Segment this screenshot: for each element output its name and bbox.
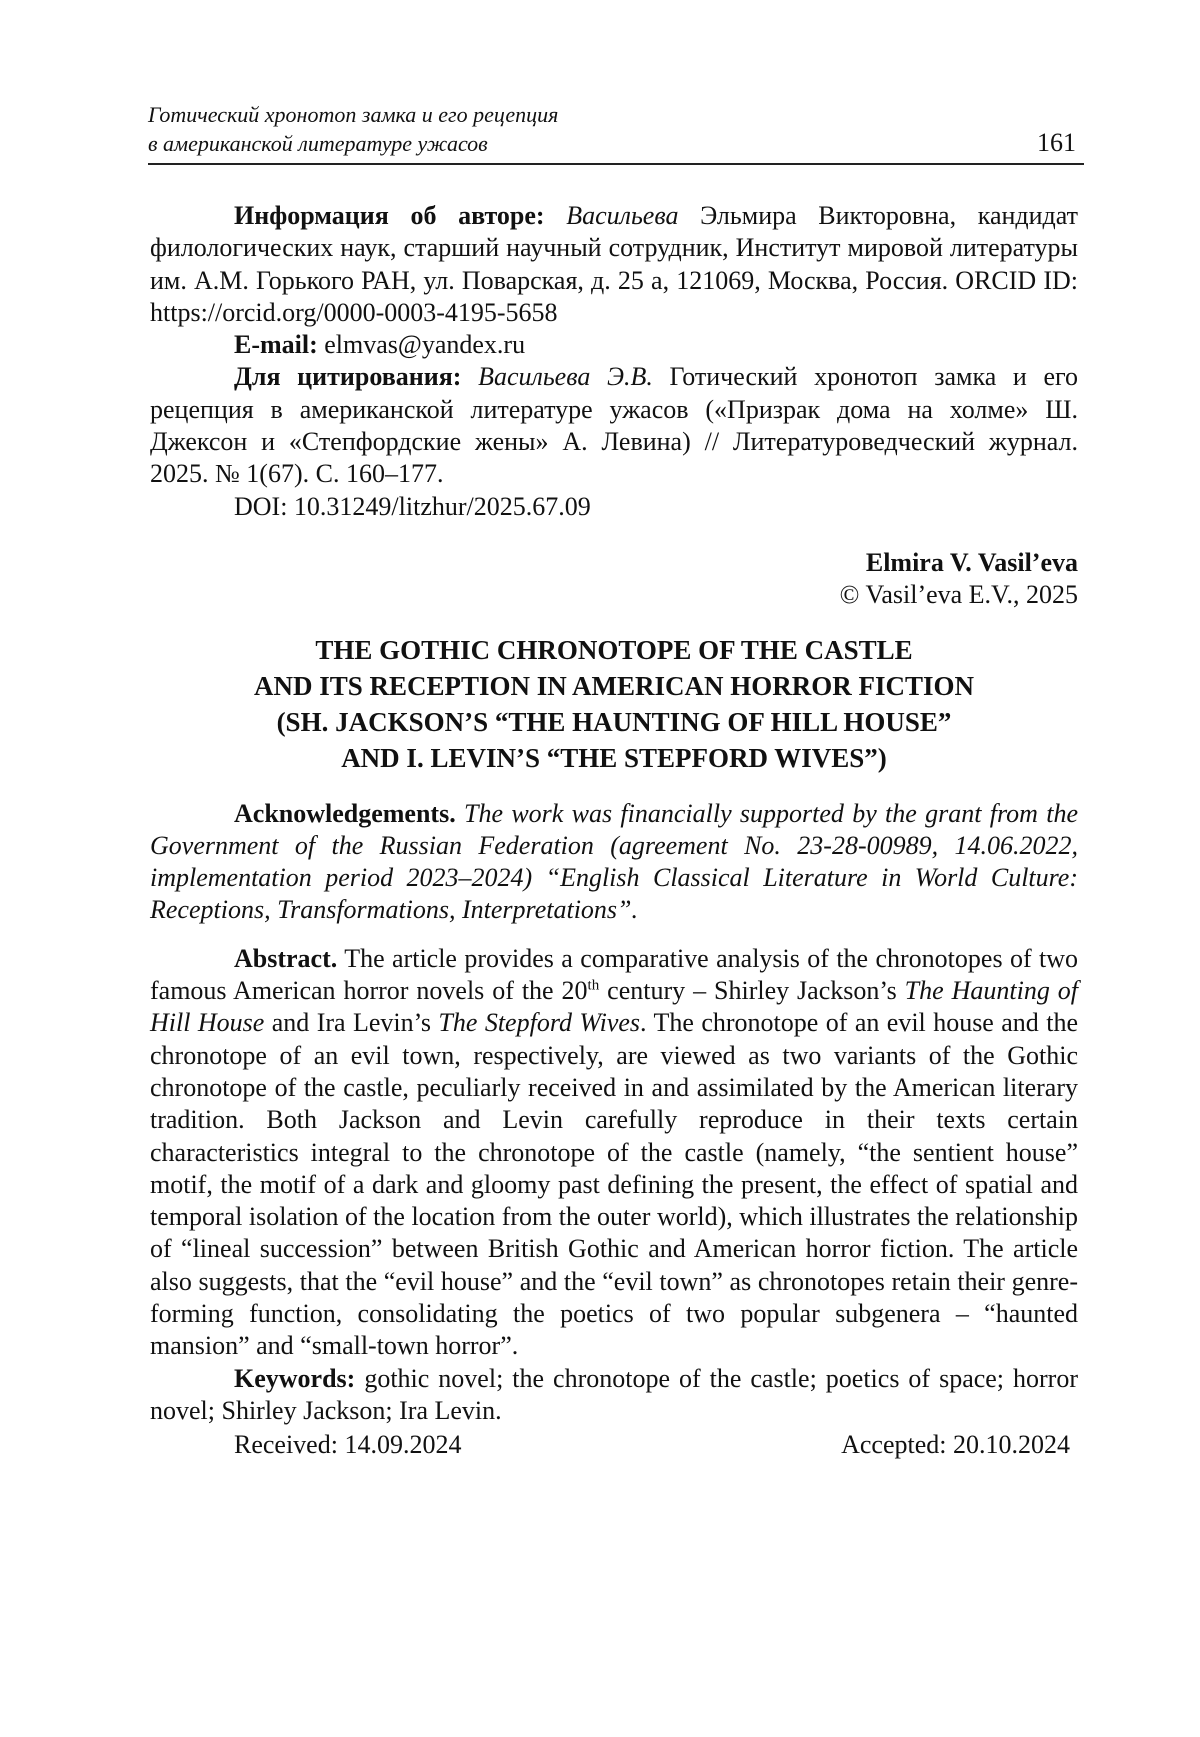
citation-label: Для цитирования: [234, 362, 462, 392]
copyright: © Vasil’eva E.V., 2025 [839, 580, 1078, 610]
author-info-text: Эльмира Викторовна, кандидат филологических наук, старший научный сотрудник, Институт мировой литературы им. А.М. Горького РАН, ул. Поварская, д. 25 а, 121069, Москва, Россия. ORCID ID: https://orcid.org/0000-0003-4195-5658 [150, 201, 1079, 327]
keywords-text: gothic novel; the chronotope of the castle; poetics of space; horror novel; Shirley Jackson; Ira Levin. [150, 1363, 1079, 1425]
abstract-part3: and Ira Levin’s [264, 1008, 439, 1038]
author-surname: Васильева [566, 201, 679, 230]
abstract-book1: The Haunting of Hill House [150, 976, 1078, 1038]
acknowledgements [150, 798, 1078, 927]
title-line2: AND ITS RECEPTION IN AMERICAN HORROR FICTION [253, 670, 975, 701]
accepted-date: Accepted: 20.10.2024 [841, 1430, 1070, 1460]
doi: DOI: 10.31249/litzhur/2025.67.09 [234, 491, 591, 521]
email-value: elmvas@yandex.ru [324, 330, 526, 360]
dates-line [150, 1429, 1078, 1463]
abstract-book2: The Stepford Wives [438, 1008, 641, 1038]
abstract-part2: century – Shirley Jackson’s [599, 976, 905, 1006]
abstract-sup: th [587, 977, 600, 994]
author-info [150, 200, 1078, 329]
citation-author: Васильева Э.В. [478, 362, 653, 392]
author-info-label: Информация об авторе: [234, 201, 545, 230]
acknowledgements-label: Acknowledgements. [234, 798, 456, 828]
keywords [150, 1363, 1078, 1428]
running-title-line1: Готический хронотоп замка и его рецепция [148, 102, 559, 127]
title-line1: THE GOTHIC CHRONOTOPE OF THE CASTLE [315, 634, 913, 665]
acknowledgements-text: The work was financially supported by the grant from the Government of the Russian Federation (agreement No. 23-28-00989, 14.06.2022, implementation period 2023–2024) “English Classical Literature in World Culture: Receptions, Transformations, Interpretations”. [150, 798, 1078, 925]
abstract [150, 943, 1078, 1363]
running-title-line2: в американской литературе ужасов [148, 131, 488, 156]
keywords-label: Keywords: [234, 1363, 356, 1393]
header-rule [148, 163, 1084, 165]
email-line [150, 329, 1078, 361]
author-name-en [150, 547, 1078, 579]
title-line4: AND I. LEVIN’S “THE STEPFORD WIVES”) [341, 742, 887, 773]
article-title-en [150, 632, 1078, 776]
title-line3: (SH. JACKSON’S “THE HAUNTING OF HILL HOUSE” [276, 706, 952, 737]
author-name-en-text: Elmira V. Vasil’eva [865, 547, 1078, 577]
abstract-label: Abstract. [234, 943, 338, 973]
citation-text: Готический хронотоп замка и его рецепция в американской литературе ужасов («Призрак дома на холме» Ш. Джексон и «Степфордские жены» А. Левина) // Литературоведческий журнал. 2025. № 1(67). С. 160–177. [150, 362, 1078, 489]
received-date: Received: 14.09.2024 [234, 1430, 462, 1460]
abstract-part1: The article provides a comparative analysis of the chronotopes of two famous American horror novels of the 20 [150, 943, 1079, 1006]
page-body [150, 200, 1078, 1463]
email-label: E-mail: [234, 330, 318, 360]
abstract-part4: . The chronotope of an evil house and the chronotope of an evil town, respectively, are viewed as two variants of the Gothic chronotope of the castle, peculiarly received in and assimilated by the American literary tradition. Both Jackson and Levin carefully reproduce in their texts certain characteristics integral to the chronotope of the castle (namely, “the sentient house” motif, the motif of a dark and gloomy past defining the present, the effect of spatial and temporal isolation of the location from the outer world), which illustrates the relationship of “lineal succession” between British Gothic and American horror fiction. The article also suggests, that the “evil house” and the “evil town” as chronotopes retain their genre-forming function, consolidating the poetics of two popular subgenera – “haunted mansion” and “small-town horror”. [150, 1008, 1079, 1361]
running-header [148, 100, 1084, 158]
citation [150, 361, 1078, 490]
page-number: 161 [1037, 128, 1076, 157]
